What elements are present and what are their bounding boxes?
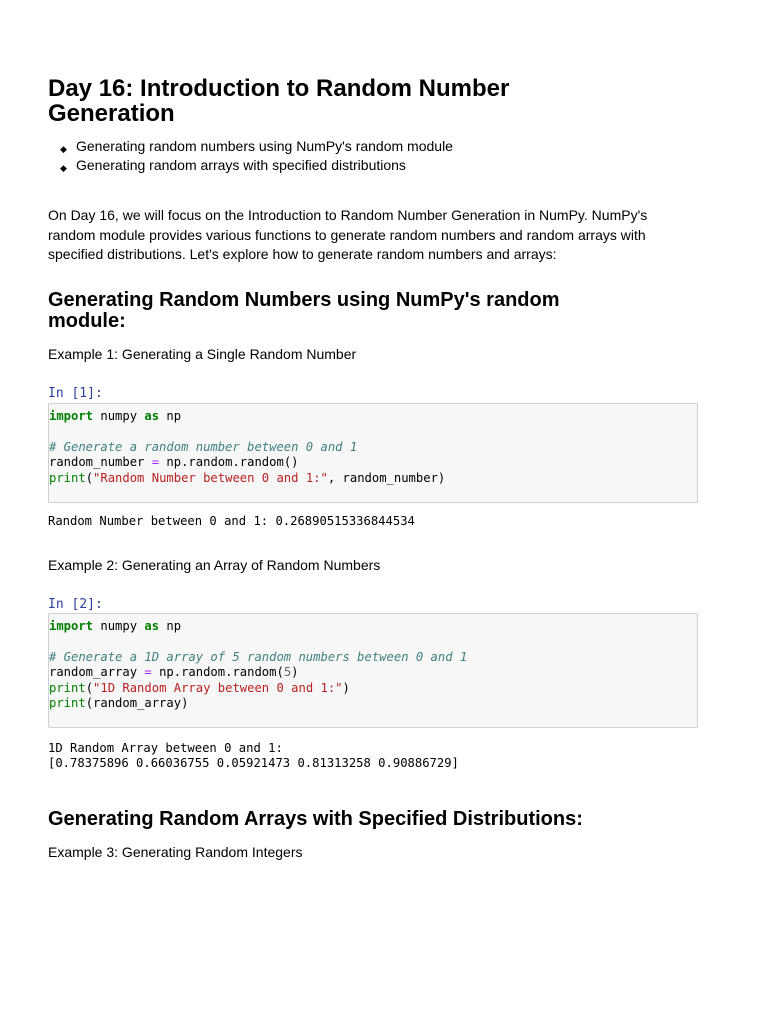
section-heading-random-numbers: Generating Random Numbers using NumPy's random module: <box>48 289 560 332</box>
cell-2-prompt: In [2]: <box>48 597 103 612</box>
topic-list <box>48 137 453 175</box>
list-item <box>48 156 453 175</box>
list-item <box>48 137 453 156</box>
list-item-text: Generating random arrays with specified distributions <box>76 157 406 173</box>
page-title: Day 16: Introduction to Random Number Generation <box>48 75 510 127</box>
section-heading-distributions: Generating Random Arrays with Specified Distributions: <box>48 808 583 830</box>
output-text: Random Number between 0 and 1: 0.26890515336844534 <box>48 514 415 528</box>
cell-1-prompt: In [1]: <box>48 386 103 401</box>
example-2-label: Example 2: Generating an Array of Random Numbers <box>48 557 381 573</box>
intro-paragraph: On Day 16, we will focus on the Introduction to Random Number Generation in NumPy. NumPy's random module provides various functions to generate random numbers and random arrays with specified distributions. Let's explore how to generate random numbers and arrays: <box>48 207 648 262</box>
example-3-label: Example 3: Generating Random Integers <box>48 844 303 860</box>
code-cell-1-source: import numpy as np # Generate a random number between 0 and 1 random_number = np.random.random() print("Random Number between 0 and 1:", random_number) <box>49 409 446 485</box>
list-item-text: Generating random numbers using NumPy's random module <box>76 138 453 154</box>
cell-2-output <box>48 741 459 772</box>
code-cell-2[interactable] <box>48 613 698 728</box>
bullet-icon: ◆ <box>60 144 67 154</box>
cell-1-output <box>48 514 415 529</box>
example-1-label: Example 1: Generating a Single Random Number <box>48 346 357 362</box>
bullet-icon: ◆ <box>60 163 67 173</box>
output-text: 1D Random Array between 0 and 1: [0.78375896 0.66036755 0.05921473 0.81313258 0.90886729] <box>48 741 459 771</box>
code-cell-2-source: import numpy as np # Generate a 1D array of 5 random numbers between 0 and 1 random_array = np.random.random(5) print("1D Random Array between 0 and 1:") print(random_array) <box>49 619 468 711</box>
code-cell-1[interactable] <box>48 403 698 503</box>
